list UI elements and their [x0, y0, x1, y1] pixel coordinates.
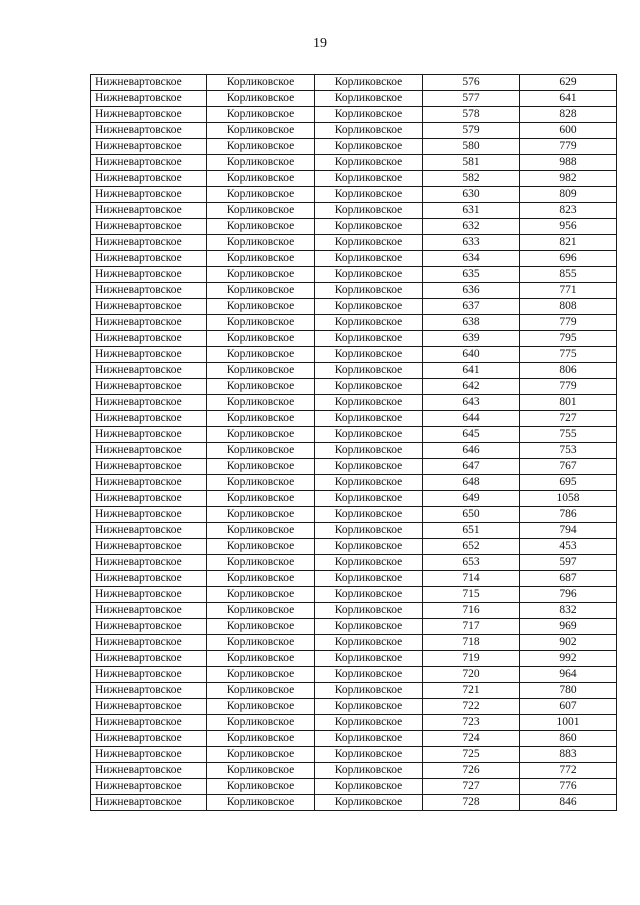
region-cell: Нижневартовское [91, 203, 207, 219]
page-number: 19 [313, 36, 327, 51]
field-cell: Корликовское [207, 379, 315, 395]
table-row [91, 299, 617, 315]
region-cell: Нижневартовское [91, 187, 207, 203]
value-cell: 846 [520, 795, 617, 811]
well-number-cell: 647 [423, 459, 520, 475]
table-row [91, 715, 617, 731]
value-cell: 767 [520, 459, 617, 475]
field-cell: Корликовское [207, 683, 315, 699]
deposit-cell: Корликовское [315, 603, 423, 619]
table-row [91, 283, 617, 299]
well-number-cell: 576 [423, 75, 520, 91]
well-number-cell: 638 [423, 315, 520, 331]
well-number-cell: 577 [423, 91, 520, 107]
value-cell: 629 [520, 75, 617, 91]
value-cell: 855 [520, 267, 617, 283]
region-cell: Нижневартовское [91, 603, 207, 619]
table-row [91, 187, 617, 203]
table-row [91, 507, 617, 523]
region-cell: Нижневартовское [91, 443, 207, 459]
table-row [91, 731, 617, 747]
region-cell: Нижневартовское [91, 667, 207, 683]
deposit-cell: Корликовское [315, 731, 423, 747]
field-cell: Корликовское [207, 411, 315, 427]
deposit-cell: Корликовское [315, 555, 423, 571]
field-cell: Корликовское [207, 203, 315, 219]
table-row [91, 667, 617, 683]
table-row [91, 683, 617, 699]
well-number-cell: 651 [423, 523, 520, 539]
value-cell: 809 [520, 187, 617, 203]
well-number-cell: 725 [423, 747, 520, 763]
deposit-cell: Корликовское [315, 539, 423, 555]
value-cell: 801 [520, 395, 617, 411]
table-row [91, 363, 617, 379]
deposit-cell: Корликовское [315, 139, 423, 155]
value-cell: 806 [520, 363, 617, 379]
region-cell: Нижневартовское [91, 651, 207, 667]
field-cell: Корликовское [207, 427, 315, 443]
well-number-cell: 722 [423, 699, 520, 715]
field-cell: Корликовское [207, 571, 315, 587]
field-cell: Корликовское [207, 299, 315, 315]
field-cell: Корликовское [207, 139, 315, 155]
region-cell: Нижневартовское [91, 283, 207, 299]
region-cell: Нижневартовское [91, 235, 207, 251]
value-cell: 597 [520, 555, 617, 571]
deposit-cell: Корликовское [315, 107, 423, 123]
region-cell: Нижневартовское [91, 619, 207, 635]
well-number-cell: 644 [423, 411, 520, 427]
deposit-cell: Корликовское [315, 91, 423, 107]
region-cell: Нижневартовское [91, 539, 207, 555]
field-cell: Корликовское [207, 715, 315, 731]
well-number-cell: 727 [423, 779, 520, 795]
well-number-cell: 717 [423, 619, 520, 635]
field-cell: Корликовское [207, 651, 315, 667]
field-cell: Корликовское [207, 555, 315, 571]
field-cell: Корликовское [207, 443, 315, 459]
table-row [91, 747, 617, 763]
value-cell: 641 [520, 91, 617, 107]
field-cell: Корликовское [207, 475, 315, 491]
deposit-cell: Корликовское [315, 251, 423, 267]
well-number-cell: 642 [423, 379, 520, 395]
table-row [91, 155, 617, 171]
value-cell: 780 [520, 683, 617, 699]
well-number-cell: 641 [423, 363, 520, 379]
table-row [91, 475, 617, 491]
value-cell: 779 [520, 315, 617, 331]
region-cell: Нижневартовское [91, 635, 207, 651]
well-number-cell: 726 [423, 763, 520, 779]
deposit-cell: Корликовское [315, 427, 423, 443]
deposit-cell: Корликовское [315, 171, 423, 187]
well-number-cell: 723 [423, 715, 520, 731]
deposit-cell: Корликовское [315, 651, 423, 667]
deposit-cell: Корликовское [315, 715, 423, 731]
table-row [91, 795, 617, 811]
deposit-cell: Корликовское [315, 747, 423, 763]
table-row [91, 91, 617, 107]
region-cell: Нижневартовское [91, 347, 207, 363]
table-row [91, 555, 617, 571]
value-cell: 775 [520, 347, 617, 363]
table-row [91, 139, 617, 155]
value-cell: 832 [520, 603, 617, 619]
field-cell: Корликовское [207, 603, 315, 619]
value-cell: 902 [520, 635, 617, 651]
deposit-cell: Корликовское [315, 267, 423, 283]
field-cell: Корликовское [207, 235, 315, 251]
table-row [91, 395, 617, 411]
region-cell: Нижневартовское [91, 139, 207, 155]
deposit-cell: Корликовское [315, 395, 423, 411]
value-cell: 786 [520, 507, 617, 523]
value-cell: 695 [520, 475, 617, 491]
region-cell: Нижневартовское [91, 699, 207, 715]
well-number-cell: 720 [423, 667, 520, 683]
deposit-cell: Корликовское [315, 507, 423, 523]
field-cell: Корликовское [207, 91, 315, 107]
table-row [91, 347, 617, 363]
table-row [91, 315, 617, 331]
deposit-cell: Корликовское [315, 571, 423, 587]
field-cell: Корликовское [207, 667, 315, 683]
region-cell: Нижневартовское [91, 363, 207, 379]
well-number-cell: 635 [423, 267, 520, 283]
region-cell: Нижневартовское [91, 507, 207, 523]
value-cell: 795 [520, 331, 617, 347]
field-cell: Корликовское [207, 779, 315, 795]
field-cell: Корликовское [207, 363, 315, 379]
table-row [91, 379, 617, 395]
value-cell: 988 [520, 155, 617, 171]
table-row [91, 331, 617, 347]
field-cell: Корликовское [207, 795, 315, 811]
well-number-cell: 639 [423, 331, 520, 347]
field-cell: Корликовское [207, 347, 315, 363]
well-number-cell: 715 [423, 587, 520, 603]
field-cell: Корликовское [207, 459, 315, 475]
field-cell: Корликовское [207, 763, 315, 779]
well-number-cell: 631 [423, 203, 520, 219]
well-number-cell: 580 [423, 139, 520, 155]
region-cell: Нижневартовское [91, 555, 207, 571]
table-row [91, 427, 617, 443]
well-number-cell: 634 [423, 251, 520, 267]
region-cell: Нижневартовское [91, 299, 207, 315]
value-cell: 753 [520, 443, 617, 459]
table-row [91, 267, 617, 283]
region-cell: Нижневартовское [91, 75, 207, 91]
deposit-cell: Корликовское [315, 75, 423, 91]
region-cell: Нижневартовское [91, 715, 207, 731]
deposit-cell: Корликовское [315, 379, 423, 395]
deposit-cell: Корликовское [315, 443, 423, 459]
data-table [90, 74, 617, 811]
table-row [91, 75, 617, 91]
field-cell: Корликовское [207, 171, 315, 187]
value-cell: 687 [520, 571, 617, 587]
value-cell: 755 [520, 427, 617, 443]
value-cell: 823 [520, 203, 617, 219]
well-number-cell: 581 [423, 155, 520, 171]
table-body [91, 75, 617, 811]
field-cell: Корликовское [207, 267, 315, 283]
region-cell: Нижневартовское [91, 219, 207, 235]
well-number-cell: 630 [423, 187, 520, 203]
value-cell: 772 [520, 763, 617, 779]
deposit-cell: Корликовское [315, 795, 423, 811]
value-cell: 607 [520, 699, 617, 715]
well-number-cell: 714 [423, 571, 520, 587]
field-cell: Корликовское [207, 699, 315, 715]
value-cell: 969 [520, 619, 617, 635]
table-row [91, 523, 617, 539]
well-number-cell: 652 [423, 539, 520, 555]
field-cell: Корликовское [207, 187, 315, 203]
region-cell: Нижневартовское [91, 459, 207, 475]
value-cell: 796 [520, 587, 617, 603]
deposit-cell: Корликовское [315, 331, 423, 347]
deposit-cell: Корликовское [315, 587, 423, 603]
table-row [91, 491, 617, 507]
table-row [91, 635, 617, 651]
field-cell: Корликовское [207, 75, 315, 91]
value-cell: 956 [520, 219, 617, 235]
deposit-cell: Корликовское [315, 203, 423, 219]
deposit-cell: Корликовское [315, 363, 423, 379]
table-row [91, 235, 617, 251]
field-cell: Корликовское [207, 123, 315, 139]
value-cell: 453 [520, 539, 617, 555]
region-cell: Нижневартовское [91, 251, 207, 267]
table-row [91, 203, 617, 219]
deposit-cell: Корликовское [315, 619, 423, 635]
field-cell: Корликовское [207, 395, 315, 411]
deposit-cell: Корликовское [315, 667, 423, 683]
region-cell: Нижневартовское [91, 523, 207, 539]
region-cell: Нижневартовское [91, 107, 207, 123]
region-cell: Нижневартовское [91, 779, 207, 795]
deposit-cell: Корликовское [315, 347, 423, 363]
region-cell: Нижневартовское [91, 587, 207, 603]
well-number-cell: 633 [423, 235, 520, 251]
value-cell: 828 [520, 107, 617, 123]
field-cell: Корликовское [207, 731, 315, 747]
table-row [91, 443, 617, 459]
well-number-cell: 632 [423, 219, 520, 235]
field-cell: Корликовское [207, 587, 315, 603]
field-cell: Корликовское [207, 155, 315, 171]
region-cell: Нижневартовское [91, 731, 207, 747]
deposit-cell: Корликовское [315, 523, 423, 539]
region-cell: Нижневартовское [91, 683, 207, 699]
deposit-cell: Корликовское [315, 475, 423, 491]
well-number-cell: 578 [423, 107, 520, 123]
well-number-cell: 640 [423, 347, 520, 363]
well-number-cell: 649 [423, 491, 520, 507]
value-cell: 600 [520, 123, 617, 139]
deposit-cell: Корликовское [315, 283, 423, 299]
region-cell: Нижневартовское [91, 427, 207, 443]
deposit-cell: Корликовское [315, 219, 423, 235]
table-row [91, 107, 617, 123]
value-cell: 696 [520, 251, 617, 267]
well-number-cell: 645 [423, 427, 520, 443]
table-row [91, 219, 617, 235]
table-row [91, 171, 617, 187]
region-cell: Нижневартовское [91, 475, 207, 491]
region-cell: Нижневартовское [91, 315, 207, 331]
field-cell: Корликовское [207, 539, 315, 555]
well-number-cell: 648 [423, 475, 520, 491]
well-number-cell: 636 [423, 283, 520, 299]
value-cell: 808 [520, 299, 617, 315]
value-cell: 1058 [520, 491, 617, 507]
value-cell: 982 [520, 171, 617, 187]
region-cell: Нижневартовское [91, 91, 207, 107]
table-row [91, 411, 617, 427]
well-number-cell: 721 [423, 683, 520, 699]
value-cell: 821 [520, 235, 617, 251]
field-cell: Корликовское [207, 635, 315, 651]
well-number-cell: 643 [423, 395, 520, 411]
region-cell: Нижневартовское [91, 571, 207, 587]
value-cell: 776 [520, 779, 617, 795]
deposit-cell: Корликовское [315, 155, 423, 171]
value-cell: 794 [520, 523, 617, 539]
well-number-cell: 724 [423, 731, 520, 747]
well-number-cell: 650 [423, 507, 520, 523]
table-row [91, 587, 617, 603]
value-cell: 779 [520, 139, 617, 155]
deposit-cell: Корликовское [315, 235, 423, 251]
well-number-cell: 716 [423, 603, 520, 619]
deposit-cell: Корликовское [315, 299, 423, 315]
region-cell: Нижневартовское [91, 123, 207, 139]
field-cell: Корликовское [207, 747, 315, 763]
field-cell: Корликовское [207, 251, 315, 267]
field-cell: Корликовское [207, 331, 315, 347]
region-cell: Нижневартовское [91, 331, 207, 347]
deposit-cell: Корликовское [315, 683, 423, 699]
region-cell: Нижневартовское [91, 795, 207, 811]
well-number-cell: 637 [423, 299, 520, 315]
field-cell: Корликовское [207, 315, 315, 331]
region-cell: Нижневартовское [91, 395, 207, 411]
deposit-cell: Корликовское [315, 459, 423, 475]
table-row [91, 123, 617, 139]
field-cell: Корликовское [207, 107, 315, 123]
value-cell: 964 [520, 667, 617, 683]
well-number-cell: 579 [423, 123, 520, 139]
well-number-cell: 646 [423, 443, 520, 459]
deposit-cell: Корликовское [315, 123, 423, 139]
field-cell: Корликовское [207, 507, 315, 523]
deposit-cell: Корликовское [315, 699, 423, 715]
field-cell: Корликовское [207, 283, 315, 299]
value-cell: 771 [520, 283, 617, 299]
field-cell: Корликовское [207, 619, 315, 635]
table-row [91, 571, 617, 587]
value-cell: 1001 [520, 715, 617, 731]
deposit-cell: Корликовское [315, 779, 423, 795]
table-row [91, 763, 617, 779]
deposit-cell: Корликовское [315, 315, 423, 331]
region-cell: Нижневартовское [91, 379, 207, 395]
value-cell: 860 [520, 731, 617, 747]
field-cell: Корликовское [207, 491, 315, 507]
region-cell: Нижневартовское [91, 171, 207, 187]
region-cell: Нижневартовское [91, 491, 207, 507]
region-cell: Нижневартовское [91, 747, 207, 763]
deposit-cell: Корликовское [315, 187, 423, 203]
table-row [91, 251, 617, 267]
table-row [91, 699, 617, 715]
field-cell: Корликовское [207, 219, 315, 235]
table-row [91, 459, 617, 475]
table-row [91, 651, 617, 667]
well-number-cell: 719 [423, 651, 520, 667]
well-number-cell: 718 [423, 635, 520, 651]
deposit-cell: Корликовское [315, 635, 423, 651]
region-cell: Нижневартовское [91, 763, 207, 779]
value-cell: 727 [520, 411, 617, 427]
well-number-cell: 582 [423, 171, 520, 187]
table-row [91, 619, 617, 635]
value-cell: 883 [520, 747, 617, 763]
well-number-cell: 653 [423, 555, 520, 571]
table-row [91, 603, 617, 619]
value-cell: 992 [520, 651, 617, 667]
table-row [91, 779, 617, 795]
deposit-cell: Корликовское [315, 763, 423, 779]
region-cell: Нижневартовское [91, 267, 207, 283]
deposit-cell: Корликовское [315, 491, 423, 507]
table-row [91, 539, 617, 555]
well-number-cell: 728 [423, 795, 520, 811]
region-cell: Нижневартовское [91, 155, 207, 171]
value-cell: 779 [520, 379, 617, 395]
deposit-cell: Корликовское [315, 411, 423, 427]
field-cell: Корликовское [207, 523, 315, 539]
region-cell: Нижневартовское [91, 411, 207, 427]
